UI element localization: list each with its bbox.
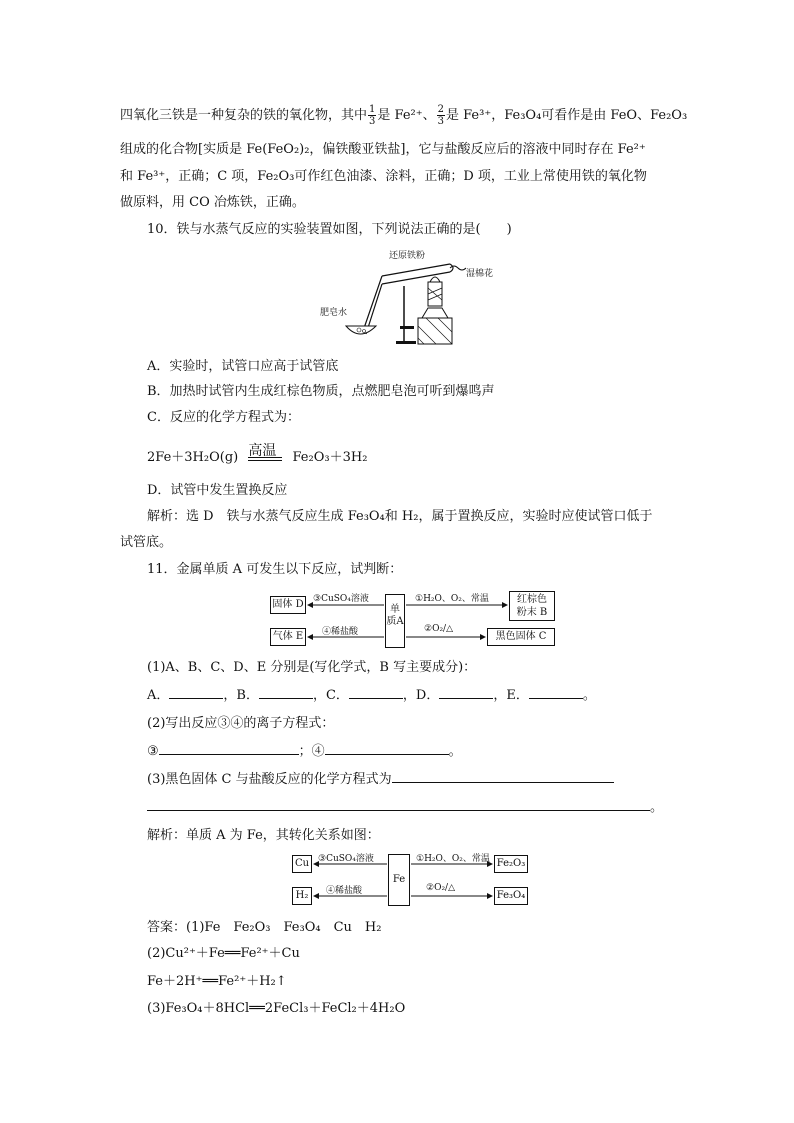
label-end: 。 [448,744,462,759]
label-a: A． [147,688,170,703]
numerator: 1 [369,104,376,115]
label-d: ，D． [402,688,440,703]
denominator: 3 [437,116,444,127]
q11-part2: (2)写出反应③④的离子方程式： [147,716,335,731]
option-d: D．试管中发生置换反应 [147,483,288,498]
q10-stem: 10．铁与水蒸气反应的实验装置如图，下列说法正确的是( ) [147,222,512,237]
q10-analysis: 解析：选 D 铁与水蒸气反应生成 Fe₃O₄和 H₂，属于置换反应，实验时应使试管口低于 [147,509,653,524]
q10-analysis-cont: 试管底。 [120,535,173,550]
label-c: ，C． [312,688,349,703]
box-h2: H₂ [292,887,312,905]
label-reduced-iron: 还原铁粉 [389,251,426,261]
powder-b-line1: 红棕色 [517,594,547,605]
option-b: B．加热时试管内生成红棕色物质，点燃肥皂泡可听到爆鸣声 [147,384,495,399]
q11-analysis: 解析：单质 A 为 Fe，其转化关系如图： [147,828,380,843]
q11-part1: (1)A、B、C、D、E 分别是(写化学式，B 写主要成分)： [147,660,477,675]
label-soap-water: 肥皂水 [320,308,348,318]
eq-right: Fe₂O₃＋3H₂ [292,450,368,465]
box-black-c: 黑色固体 C [487,628,555,646]
label-end: 。 [650,800,664,815]
box-gas-e: 气体 E [270,628,306,646]
powder-b-line2: 粉末 B [516,607,548,618]
text: 是 Fe³⁺，Fe₃O₄可看作是由 FeO、Fe₂O₃ [445,108,688,123]
label-r2: ②O₂/△ [426,883,456,893]
label-r1: ①H₂O、O₂、常温 [416,854,490,864]
label-r1: ①H₂O、O₂、常温 [415,594,489,604]
numerator: 2 [437,104,444,115]
label-wet-cotton: 湿棉花 [466,269,494,279]
label-r4-blank: ；④ [298,744,325,759]
box-fe2o3: Fe₂O₃ [494,855,528,873]
label-r3-blank: ③ [147,744,159,759]
part3-text: (3)黑色固体 C 与盐酸反应的化学方程式为 [147,772,392,787]
label-e: ，E． [493,688,529,703]
answer-part3: (3)Fe₃O₄＋8HCl══2FeCl₃＋FeCl₂＋4H₂O [147,1001,406,1016]
para-line-3: 和 Fe³⁺，正确；C 项，Fe₂O₃可作红色油漆、涂料，正确；D 项，工业上常使用铁的氧化物 [120,169,647,184]
text: 是 Fe²⁺、 [377,108,436,123]
option-c: C．反应的化学方程式为： [147,410,300,425]
label-r3: ③CuSO₄溶液 [318,854,374,864]
para-line-4: 做原料，用 CO 冶炼铁，正确。 [120,195,305,210]
label-end: 。 [582,688,596,703]
box-solid-d: 固体 D [270,596,306,614]
label-r2: ②O₂/△ [424,624,454,634]
box-element-a: 单质A [385,594,405,648]
box-fe3o4: Fe₃O₄ [494,887,528,905]
box-fe: Fe [388,854,410,906]
label-b: ，B． [223,688,259,703]
option-a: A．实验时，试管口应高于试管底 [147,359,339,374]
label-r3: ③CuSO₄溶液 [313,594,369,604]
q11-stem: 11．金属单质 A 可发生以下反应，试判断： [147,562,403,577]
denominator: 3 [369,116,376,127]
eq-condition: 高温 [248,443,277,459]
answer-part2a: (2)Cu²⁺＋Fe══Fe²⁺＋Cu [147,946,300,961]
label-r4: ④稀盐酸 [326,886,363,896]
eq-left: 2Fe＋3H₂O(g) [147,450,239,465]
answer-part2b: Fe＋2H⁺══Fe²⁺＋H₂↑ [147,974,287,989]
text: 四氧化三铁是一种复杂的铁的氧化物，其中 [120,108,368,123]
label-r4: ④稀盐酸 [322,627,359,637]
answer-part1: 答案：(1)Fe Fe₂O₃ Fe₃O₄ Cu H₂ [147,920,382,935]
para-line-2: 组成的化合物[实质是 Fe(FeO₂)₂，偏铁酸亚铁盐]，它与盐酸反应后的溶液中同时存在 Fe²⁺ [120,142,646,157]
box-cu: Cu [292,855,312,873]
